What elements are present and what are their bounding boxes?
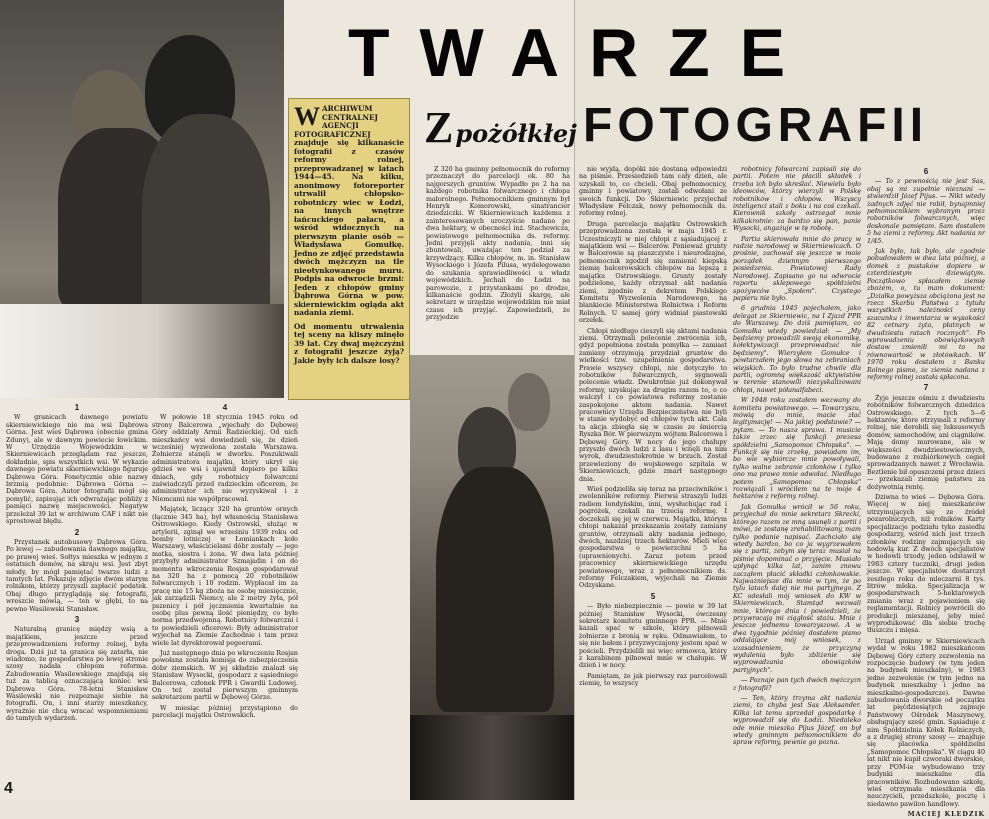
top-photo xyxy=(0,0,284,398)
paragraph: Partia skierowała mnie do pracy w radzie narodowej w Skierniewicach. O prośnie, zachował się jeszcze w moie porządek dziennym pierwszego posiedzenia. Powiatowej Rady Narodowej. Zapisano go na odwrocie raportu sklepowego spółdzielni spożywców „Społem". Czystego papieru nie było. xyxy=(733,235,861,302)
section-number: 5 xyxy=(650,591,656,601)
man-body xyxy=(436,467,554,712)
headline-z: Z xyxy=(424,103,454,152)
headline-main: TWARZE xyxy=(348,15,816,91)
paragraph: — Ten, który trzyma akt nadania ziemi, to chyba jest Sas Aleksander. Kilka lat temu sprzedał gospodarkę i wyprowadził się do Łodzi. Niedaleko ode mnie mieszka Pijus Józef, on był wtedy gminnym pełnomocnikiem do spraw reformy, pewnie go pozna. xyxy=(733,695,861,747)
paragraph: — To z pewnością nie jest Sas, obaj są mi zupełnie nieznani — stwierdził Józef Pijus. — Nikt wtedy żadnych zdjęć nie robił, bynajmniej pełnomocnikiem wybranym przez robotników folwarcznych, więc doskonale pamiętam. Sam dostałem 5 ha ziemi z reformy. Akt nadania nr 1/45. xyxy=(867,178,985,245)
paragraph: Przystanek autobusowy Dąbrowa Góra. Po lewej — zabudowania dawnego majątku, po prawej wieś. Sołtys mieszka w jednym z ostatnich domów, na skraju wsi. Jest zbyt młody, by mógł pamiętać twarze ludzi z tamtych lat. Pokazuje zdjęcie dwóm starym rolnikom, którzy przyszli zapłacić podatek. Obaj długo przyglądają się fotografii, wreszcie mówią, — ten w głębi, to na pewno Wasilewski Stanisław. xyxy=(6,538,148,613)
paragraph: Dziwna to wieś — Dębowa Góra. Więcej w niej mieszkańców utrzymujących się ze źródeł pozarolniczych, niż rolników. Karty specjalizacje podziału tyko zasiedlu gospodarzy, wśród nich jest trzech członków rodziny zajmujących się hodowlą kur. Z dwóch specjalistów w hodowli trzody, jeden odstawił w 1983 cztery tuczniki, drugi jeden jeszcze. W specjalistów dostarczył zeszłego roku do mleczarni 8 tys. litrów mleka. Specjalizacja w gospodarstwach 5-hektarowych zmiania wraz z pojawieniem się reglamentacji. Rolnicy powrócili do produkcji mieszanej, jeby mieć wyprodukować dla siebie trochę tłuszczu i mięsa. xyxy=(867,494,985,635)
column-2 xyxy=(152,402,298,794)
headline-sub-right: FOTOGRAFII xyxy=(583,99,929,152)
section-number: 7 xyxy=(923,383,929,393)
caption-dropcap: W xyxy=(294,102,320,131)
paragraph: Pamiętam, że jak pierwszy raz parcelowali ziemię, to wszyscy xyxy=(579,672,727,688)
paragraph: Żyje jeszcze ośmiu z dwudziestu robotników folwarcznych dziedzica Ostrowskiego. Z tych 5—6 hektarów, które otrzymali z reformy rolnej, nie dorobili się luksusowych domów, samochodów, ani ciągników. Mają domy murowane, ale w większości dwudziestowiecznych, budowane z rozbiórkowych cegieł sprowadzanych nawet z Wrocławia. Beztlenie bił opuszczeni przez dzieci — przekazali ziemię państwu za dożywotnią rentę. xyxy=(867,394,985,491)
headline-sub-left xyxy=(424,103,577,156)
paragraph: nie wyjdą, dopóki nie dostaną odpowiedzi na piśmie. Przesiedzieli tam cały dzień, ale uzyskali to, co chcieli. Obaj pełnomocnicy, gminny i powiatowy, zostali odwołani ze swoich funkcji. Do Skierniewic przyjechał Władysław Felczak, nowy pełnomocnik ds. reformy rolnej. xyxy=(579,166,727,218)
column-5 xyxy=(733,166,861,796)
section-number: 4 xyxy=(222,403,228,412)
foreground-shadow xyxy=(410,715,574,800)
background-head xyxy=(508,373,550,431)
land-act-document xyxy=(0,304,284,398)
paragraph: Druga parcelacja majątku Ostrowskich przeprowadzona została w maju 1945 r. Uczestniczyli w niej chłopi z sąsiadującej z majątkiem wsi — Balcerów. Ponieważ grunty w Balcerowie są piaszczyste i nieurodzajne, pełnomocnik zgodził się zamienić kiepską ziemię balcerowskich chłopów na lepszą z majątku Ostrowskiego. Grunty zostały podzielone, każdy otrzymał akt nadania ziemi, zgodnie z dekretem Polskiego Komitetu Wyzwolenia Narodowego, na blankiecie Ministerstwa Rolnictwa i Reform Rolnych. U samej góry widniał piastowski orzełek. xyxy=(579,220,727,325)
section-number: 6 xyxy=(923,167,929,176)
paragraph: robotnicy folwarczni zapisali się do partii. Potem nie płacili składek i trzeba ich było skreślać. Niewielu było ideowców, którzy wierzyli w Polskę robotników i chłopów. Wszyscy inteligenci stali z boku i na coś czekali. Kierownik szkoły ostrzegał mnie kilkakrotnie: za bardzo się pan, panie Wysocki, angażuje w tę robotę. xyxy=(733,166,861,233)
main-photo xyxy=(410,355,574,800)
caption-box xyxy=(288,98,410,400)
paragraph: — Poznaje pan tych dwóch mężczyzn z fotografii? xyxy=(733,677,861,692)
column-3 xyxy=(426,166,570,349)
column-6 xyxy=(867,166,985,819)
caption-text: ARCHIWUM CENTRALNEJ AGENCJI FOTOGRAFICZNEJ znajduje się kilkanaście fotografii z czasów reformy rolnej, przeprowadzanej w latach 1944—45. Na kilku, anonimowy fotoreporter utrwalił chłopsko-robotniczy wiec w Łodzi, na innych wnętrze łańcuckiego pałacu, a wśród widocznych na pierwszym planie osób — Władysława Gomułkę. Jedno ze zdjęć przedstawia dwóch mężczyzn na tle nieotynkowanego muru. Podpis na odwrocie brzmi: Jeden z chłopów gminy Dąbrowa Górna w pow. skierniewickim ogląda akt nadania ziemi. xyxy=(294,104,404,317)
section-number: 3 xyxy=(74,614,80,624)
section-number: 1 xyxy=(74,403,80,412)
column-1 xyxy=(6,402,148,792)
paragraph: 6 grudnia 1945 pojechałem, jako delegat ze Skierniewic, na I Zjazd PPR do Warszawy. Do dziś pamiętam, co Gomułka wtedy powiedział: — „My będziemy prowadzili swoją ekonomikę, kołektywizacji przeprowadzać nie będziemy". Wierzyłem Gomułce i powtarzałem jego słowa na zebraniach wiejskich. To było trudne chwile dla partii, ogromną większość aktywistów w terenie stanowili niezyskalizowani chłopi, nawet półanalfabeci. xyxy=(733,305,861,394)
paragraph: W miesiąc później przystąpiono do parcelacji majątku Ostrowskich. xyxy=(152,704,298,720)
paragraph: W granicach dawnego powiatu skierniewickiego nie ma wsi Dąbrowa Górna. Jest wieś Dąbrowa (obecnie gmina Zduny), ale w dawnym powiecie łowickim. W Urzędzie Wojewódzkim w Skierniewicach przeglądam raz jeszcze, dokładnie, spis wszystkich wsi. W wykazie dawnego powiatu skierniewickiego figuruje Dąbrowa Góra. Fonetycznie obie nazwy brzmią podobnie: Dąbrowa Górna — Dąbrowa Góra. Autor fotografii mógł się pomylić, zapisując ich odwrażając pobliży z pamięci nazwę miejscowości. Negatyw przeleżał 39 lat w archiwum CAF i nikt nie sprostował błędu. xyxy=(6,414,148,526)
headline-script: pożółkłej xyxy=(455,119,577,148)
paragraph: Jak Gomułka wrócił w 56 roku, przyjechał do mnie sekretarz Skrecki, którego razem ze mną usunęli z partii i mówi, że zostanę zrehabilitowany, mam tylko podanie napisać. Zachciało się wtedy bardzo, bo co ja wygrzewałem się z partii, żebym się teraz musiał na piśmie dopominać o przyjęcie. Musiało upłynąć kilka lat, zanim znowu zacząłem płacić składki członkowskie. Najważniejsze dla mnie w tym, że po tylu latach dalej nie ma partyjnego. Z KC odesłali mój wniosek do KW w Skierniewicach. Stamtąd wezwali mnie, którego dnia i powiedzieli, że przywracają mi ciągłość stażu. Mnie i jeszcze jednemu towarzyszowi. A w dwa tygodnie później dostałem pismo oddalające mój wniosek, z uzasadnieniem, że przyczyną wydalenia było zbliżenie się wyprowadzania obowiązków partyjnych". xyxy=(733,503,861,674)
paragraph: W 1948 roku zostałem wezwany do komitetu powiatowego. — Towarzyszu, mówią do mnie, macie złać legitymację! — Na jakiej podstawie? — pytam. — To nasza sprawa. I musicie także zrzec się funkcji prezesa spółdzielni „Samopomoc Chłopska". — Funkcji się nie zrzekę, powiadam im, bo wie wybiórcze mnie powoływali, tylko walne zebranie członków i tylko ono ma prawo mnie odwołać. Niedługo potem „Samopomoc Chłopska" rozwiązali i wróciłem na te moje 4 hektarów z reformy rolnej. xyxy=(733,397,861,501)
caption-text-2: Od momentu utrwalenia tej sceny na kliszy minęło 39 lat. Czy dwaj mężczyźni z fotografii jeszcze żyją? Jakie były ich dalsze losy? xyxy=(294,321,404,365)
paragraph: Naturalną granicę między wsią a majątkiem, jeszcze przed przeprowadzeniem reformy rolnej, była droga. Dziś już ta granica się zatarła, nie wiadomo, że gospodarstwa po lewej stronie szosy nadała chłopom reforma. Zabudowania Wasilewskiego znajdują się tuż za tablicą oznaczającą koniec wsi Dąbrowa Góra. 78-letni Stanisław Wasilewski nie rozpoznaje siebie na fotografii. On, i inni starzy mieszkańcy, wyraźnie nie chcą wracać wspomnieniami do tamtych wydarzeń. xyxy=(6,626,148,723)
younger-man-body xyxy=(142,114,270,329)
paragraph: Chłopi niedługo cieszyli się aktami nadania ziemi. Otrzymali polecenie zwrócenia ich, gdyż popełniona została pomyłka — zamiast zamiany otrzymują przydział gruntów do wielkości tzw. uzupełnienia gospodarstwa. Prawie wszyscy chłopi, nie dotyczyło to robotników folwarcznych, sygnowali polecenie władz. Dwukrotnie już dokonywał reformy, uzyskując za drugim razem to, o co walczył i co powiatowa reformy zostanie zaspokojone aktem nadania. Nawet pracownicy Urzędu Bezpieczeństwa nie byli w stanie wydobyć od chłopów tych akt. Cała ta akcja zbiegła się w czasie ze śmiercią Ryszka Bór. W pierwszym wójtem Balcerowa i Dębowej Góry. W nocy do jego chałupy przyszło dwóch ludzi z lasu i wzięli na nim wyrok, dwudziestokrotnie w brzuch. Został przewieziony do wojskowego szpitala w Skierniewicach, gdzie zmarł następnego dnia. xyxy=(579,327,727,483)
paragraph: Już następnego dnia po wkroczeniu Rosjan powołana została komisja do zabezpieczenia dóbr ziemskich. W jej składzie znalazł się Stanisław Wysocki, gospodarz z sąsiedniego Balcerowa, członek PPR i Gwardii Ludowej. On też został pierwszym gminnym sekretarzem partii w Dębowej Górze. xyxy=(152,650,298,702)
paragraph: Wieś podzieliła się teraz na przeciwników i zwolenników reformy. Pierwsi straszyli ludzi radiem londyńskim, inni, wysłuchując rad i pogróżek, czekali na trzecią reformę. I doczekali się jej w czerwcu. Majątku, którym chłopi nakazał przekazania zostały zamiany gruntów, otrzymali akty nadania jednego, dwóch, nazdziej trzech hektarów. Mieli więc gospodarstwa o powierzchni 5 ha (uprawnionych). Zaraz potem przed pracownicy skierniewickiego urzędu powiatowego, wraz z pełnomocnikiem ds. reformy Felczakiem, wyjechali na Ziemie Odzyskane. xyxy=(579,486,727,590)
author-signature: MACIEJ KLEDZIK xyxy=(907,811,985,819)
paragraph: Urząd gminny w Skierniewicach wydał w roku 1982 mieszkańcom Dębowej Góry cztery zezwolenia na rozpoczęcie budowy (w tym jeden na budynek mieszkalny), w 1983 jedno zezwolenie (w tym jedno na budynek mieszkalny i jedno na mieszkalno-gospodarcze). Dawne zabudowania dworskie od początku lat pięćdziesiątych zajmuje Państwowy Ośrodek Maszynowy, obsługujący sześć gmin. Sąsiaduje z nim Spółdzielnia Kółek Rolniczych, a z drugiej strony szosy — znajduje się placówka spółdzielni „Samopomoc Chłopska". W ciągu 40 lat nikt nie kupił czworaki dworskie, przy POM-ie wybudowano trzy budynki mieszkalne dla pracowników. Rozbudowano szkołę, wieś otrzymała mieszkania dla nauczycieli, przedszkole, pocztę i niedawno pawilon handlowy. xyxy=(867,637,985,808)
paragraph: Jak było, tak było, ale zgodnie pobudowałem w dwa lata później, a domek z pustaków dopiero w czterdziestym dziewiątym. Początkowo spłacałem ziemię zbożem, o, tu mam dokument: „Działka powyższa obciążona jest na rzecz Skarbu Państwa z tytułu wszystkich należności ceny szacunku i inwentarza w wysokości 82 cetnary żyta, płatnych w dwudziestu ratach rocznych". Po wprowadzeniu obowiązkowych dostaw zmieniłi mi to na równowartość w złotówkach. W 1970 roku dostałem z Banku Rolnego pismo, że ziemia nadana z reformy rolnej została spłacona. xyxy=(867,248,985,381)
section-number: 2 xyxy=(74,527,80,537)
column-4 xyxy=(579,166,727,796)
paragraph: — Było niebezpiecznie — powie w 39 lat później Stanisław Wysocki, ówczesny sekretarz komitetu gminnego PPR. — Mnie kazali spać w szkole, który pilnowali żołnierze z bronią w ręku. Odmawiałem, to się nie bałem i przyzwyczajony jestem spać w pościeli. Przydzielili mi więc ormowca, który z karabinem pilnował mnie w chałupie. W dzień i w nocy. xyxy=(579,603,727,670)
paragraph: Z 320 ha gminny pełnomocnik do reformy przeznaczył do parcelacji ok. 80 ha najgorszych gruntów. Wypadło po 2 ha na każdego robotnika folwarcznego i chłopa małorolnego. Pełnomocnikiem gminnym był Henryk Komorowski, sinatrancier dziedziczki. W Skierniewicach każdemu z zainteresowanych uroczyście nadano po dwa hektary, w obecności inż. Stachowicza, powiatowego pełnomocnika ds. reformy. Jedni przyjęli akty nadania, inni się zbuntowali, uważając ten podział za krzywdzący. Kilku chłopów, m. in. Stanisław Wysockiego i Józefa Pilusa, wydelegowano do szukania sprawiedliwości u władz wojewódzkich. Jechali do Łodzi na parowozie, z przystankami po drodze, kilkanaście godzin. Złożyli skargę, ale sekretarz w urzędzie wojewódzkim nie miał czasu ich przyjąć. Zapowiedzieli, że przyjedzie xyxy=(426,166,570,322)
paragraph: Majątek, liczący 320 ha gruntów ornych (łącznie 345 ha), był własnością Stanisława Ostrowskiego. Kiedy Ostrowski, służąc w artylerii, zginął we wrześniu 1939 roku od bomby lotniczej w Łomiankach koło Warszawy, właścicielami dóbr zostały — jego matka, siostra i żona. W dwa lata później przybyły administrator Szmajadin i on do momentu wkroczenia Rosjan gospodarował na 320 ha z pomocą 20 robotników folwarcznych i 10 rodzin. Wypłacał im za pracę nie 15 kg zboża na osobę miesięcznie, jak zarządzili Niemcy, ale 2 metry żyta, pół pszenicy i pół jęczmienia kwartalnie na osobę plus pewną ilość pieniędzy, co było norma przedwojenną. Robotnicy folwarczni i to powiedzieli oficerowi: Były administrator wyjechał na Ziemie Zachodnie i tam przez wiele lat dyrektorował pegeerami. xyxy=(152,506,298,647)
page-number: 4 xyxy=(4,780,13,797)
paragraph: W połowie 18 stycznia 1945 roku od strony Balcerowa „wjechały do Dębowej Góry oddziały Armii Radzieckiej. Od nich mieszkańcy wsi dowiedzieli się, że dzień wcześniej wyzwolona została Warszawa. Żołnierze stanęli w dworku. Poszukiwali administratora majątku, który ukrył się gdzieś we wsi i ujawnił dopiero po kilku dniach, gdy robotnicy folwarczni zaświadczyli przed radzieckim oficerem, że administrator ich nie wyzyskiwał i z Niemcami nie współpracował. xyxy=(152,414,298,503)
